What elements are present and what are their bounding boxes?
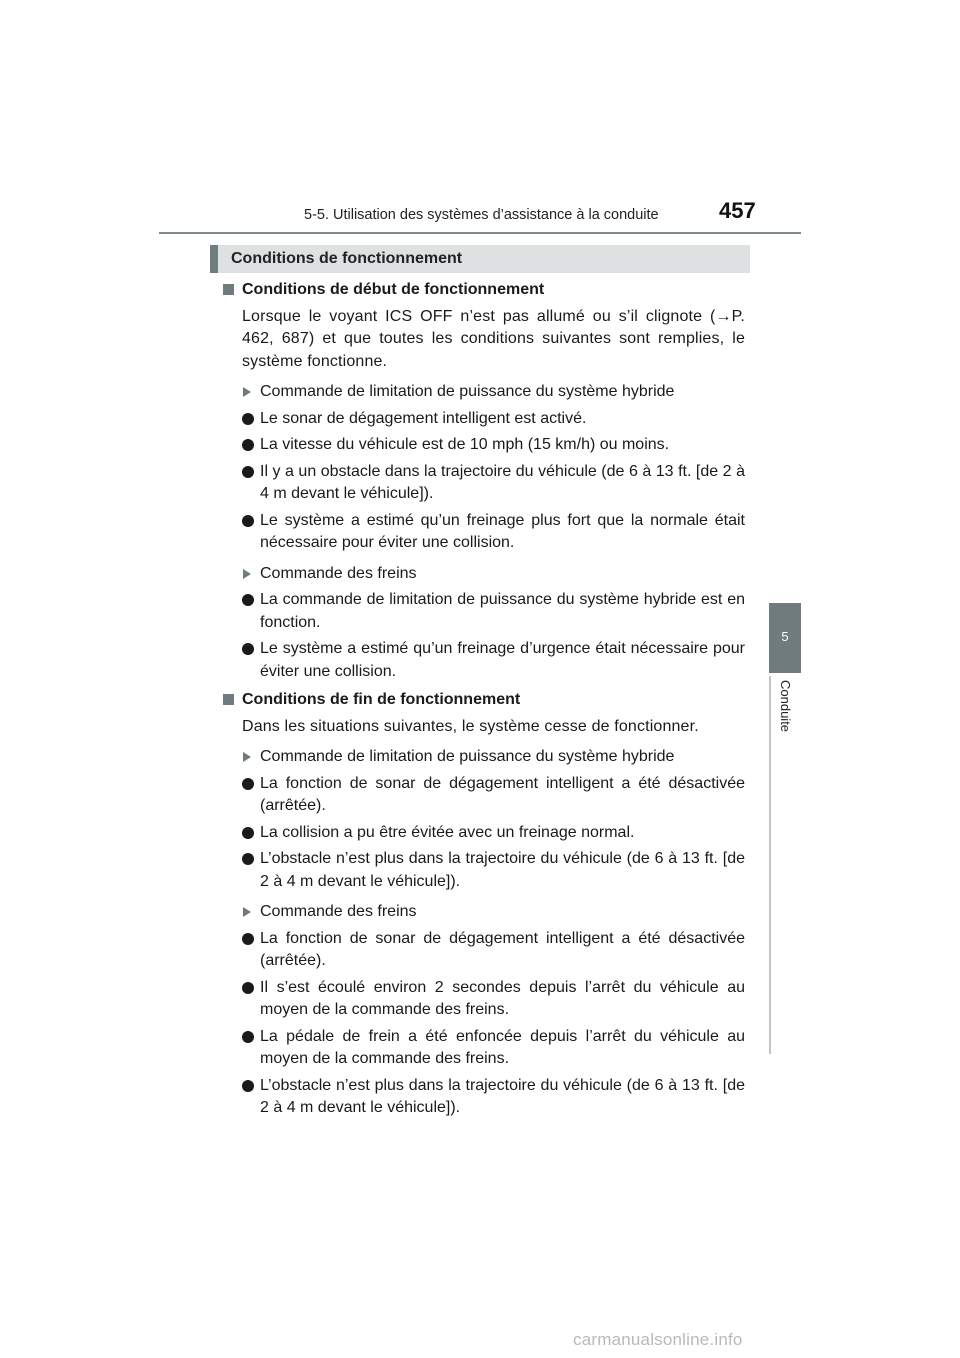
start-brakes-title <box>242 563 745 586</box>
list-item <box>242 1026 745 1071</box>
group-title: Commande de limitation de puissance du système hybride <box>260 383 675 400</box>
end-intro: Dans les situations suivantes, le système cesse de fonctionner. <box>242 717 699 735</box>
list-item-text: La commande de limitation de puissance du système hybride est en fonction. <box>260 591 745 631</box>
chapter-tab-label: Conduite <box>778 680 793 733</box>
section-header <box>210 245 750 273</box>
list-item <box>242 461 745 506</box>
bullet-dot-icon <box>242 515 254 527</box>
arrow-right-icon <box>243 752 251 762</box>
list-item <box>242 589 745 634</box>
watermark: carmanualsonline.info <box>573 1330 743 1349</box>
list-item-text: La pédale de frein a été enfoncée depuis l’arrêt du véhicule au moyen de la commande des freins. <box>260 1027 745 1067</box>
square-bullet-icon <box>223 694 234 705</box>
start-power-title <box>242 381 745 404</box>
list-item-text: Le sonar de dégagement intelligent est activé. <box>260 409 587 427</box>
bullet-dot-icon <box>242 643 254 655</box>
end-brakes-title <box>242 901 745 924</box>
start-intro: Lorsque le voyant ICS OFF n’est pas allumé ou s’il clignote (→P. 462, 687) et que toutes les conditions suivantes sont remplies, le système fonctionne. <box>242 307 745 370</box>
list-item <box>242 773 745 818</box>
bullet-dot-icon <box>242 933 254 945</box>
list-item <box>242 1075 745 1120</box>
bullet-dot-icon <box>242 594 254 606</box>
list-item <box>242 977 745 1022</box>
list-item <box>242 848 745 893</box>
end-power-title <box>242 746 745 769</box>
list-item-text: Il s’est écoulé environ 2 secondes depuis l’arrêt du véhicule au moyen de la commande des freins. <box>260 978 745 1018</box>
bullet-dot-icon <box>242 1031 254 1043</box>
chapter-tab <box>769 603 801 673</box>
list-item <box>242 638 745 683</box>
subsection-heading-text: Conditions de fin de fonctionnement <box>242 691 521 708</box>
list-item-text: La fonction de sonar de dégagement intelligent a été désactivée (arrêtée). <box>260 929 745 969</box>
list-item-text: La fonction de sonar de dégagement intelligent a été désactivée (arrêtée). <box>260 774 745 814</box>
chapter-title: 5-5. Utilisation des systèmes d’assistance à la conduite <box>304 207 659 223</box>
bullet-dot-icon <box>242 466 254 478</box>
subsection-heading-start <box>223 279 745 302</box>
subsection-heading-text: Conditions de début de fonctionnement <box>242 281 545 298</box>
list-item <box>242 434 745 457</box>
arrow-right-icon <box>243 569 251 579</box>
bullet-dot-icon <box>242 439 254 451</box>
list-item-text: L’obstacle n’est plus dans la trajectoire du véhicule (de 6 à 13 ft. [de 2 à 4 m devant le véhicule]). <box>260 850 745 890</box>
header-rule <box>159 232 801 234</box>
bullet-dot-icon <box>242 982 254 994</box>
group-title: Commande des freins <box>260 903 417 920</box>
list-item-text: La vitesse du véhicule est de 10 mph (15 km/h) ou moins. <box>260 436 670 453</box>
list-item-text: L’obstacle n’est plus dans la trajectoire du véhicule (de 6 à 13 ft. [de 2 à 4 m devant le véhicule]). <box>260 1076 745 1116</box>
square-bullet-icon <box>223 284 234 295</box>
bullet-dot-icon <box>242 1080 254 1092</box>
subsection-heading-end <box>223 689 745 712</box>
group-title: Commande de limitation de puissance du système hybride <box>260 748 675 765</box>
list-item <box>242 510 745 555</box>
arrow-right-icon <box>243 387 251 397</box>
chapter-tab-number: 5 <box>781 629 789 644</box>
bullet-dot-icon <box>242 827 254 839</box>
list-item-text: Il y a un obstacle dans la trajectoire du véhicule (de 6 à 13 ft. [de 2 à 4 m devant le véhicule]). <box>260 462 745 502</box>
main-content <box>223 279 745 1120</box>
section-title: Conditions de fonctionnement <box>231 250 463 267</box>
group-title: Commande des freins <box>260 564 417 582</box>
list-item-text: Le système a estimé qu’un freinage d’urgence était nécessaire pour éviter une collision. <box>260 640 745 680</box>
list-item <box>242 822 745 845</box>
list-item-text: La collision a pu être évitée avec un freinage normal. <box>260 823 635 841</box>
bullet-dot-icon <box>242 853 254 865</box>
list-item-text: Le système a estimé qu’un freinage plus fort que la normale était nécessaire pour éviter une collision. <box>260 511 745 551</box>
page-number: 457 <box>719 198 756 223</box>
list-item <box>242 928 745 973</box>
arrow-right-icon <box>243 907 251 917</box>
bullet-dot-icon <box>242 778 254 790</box>
list-item <box>242 408 745 431</box>
bullet-dot-icon <box>242 413 254 425</box>
